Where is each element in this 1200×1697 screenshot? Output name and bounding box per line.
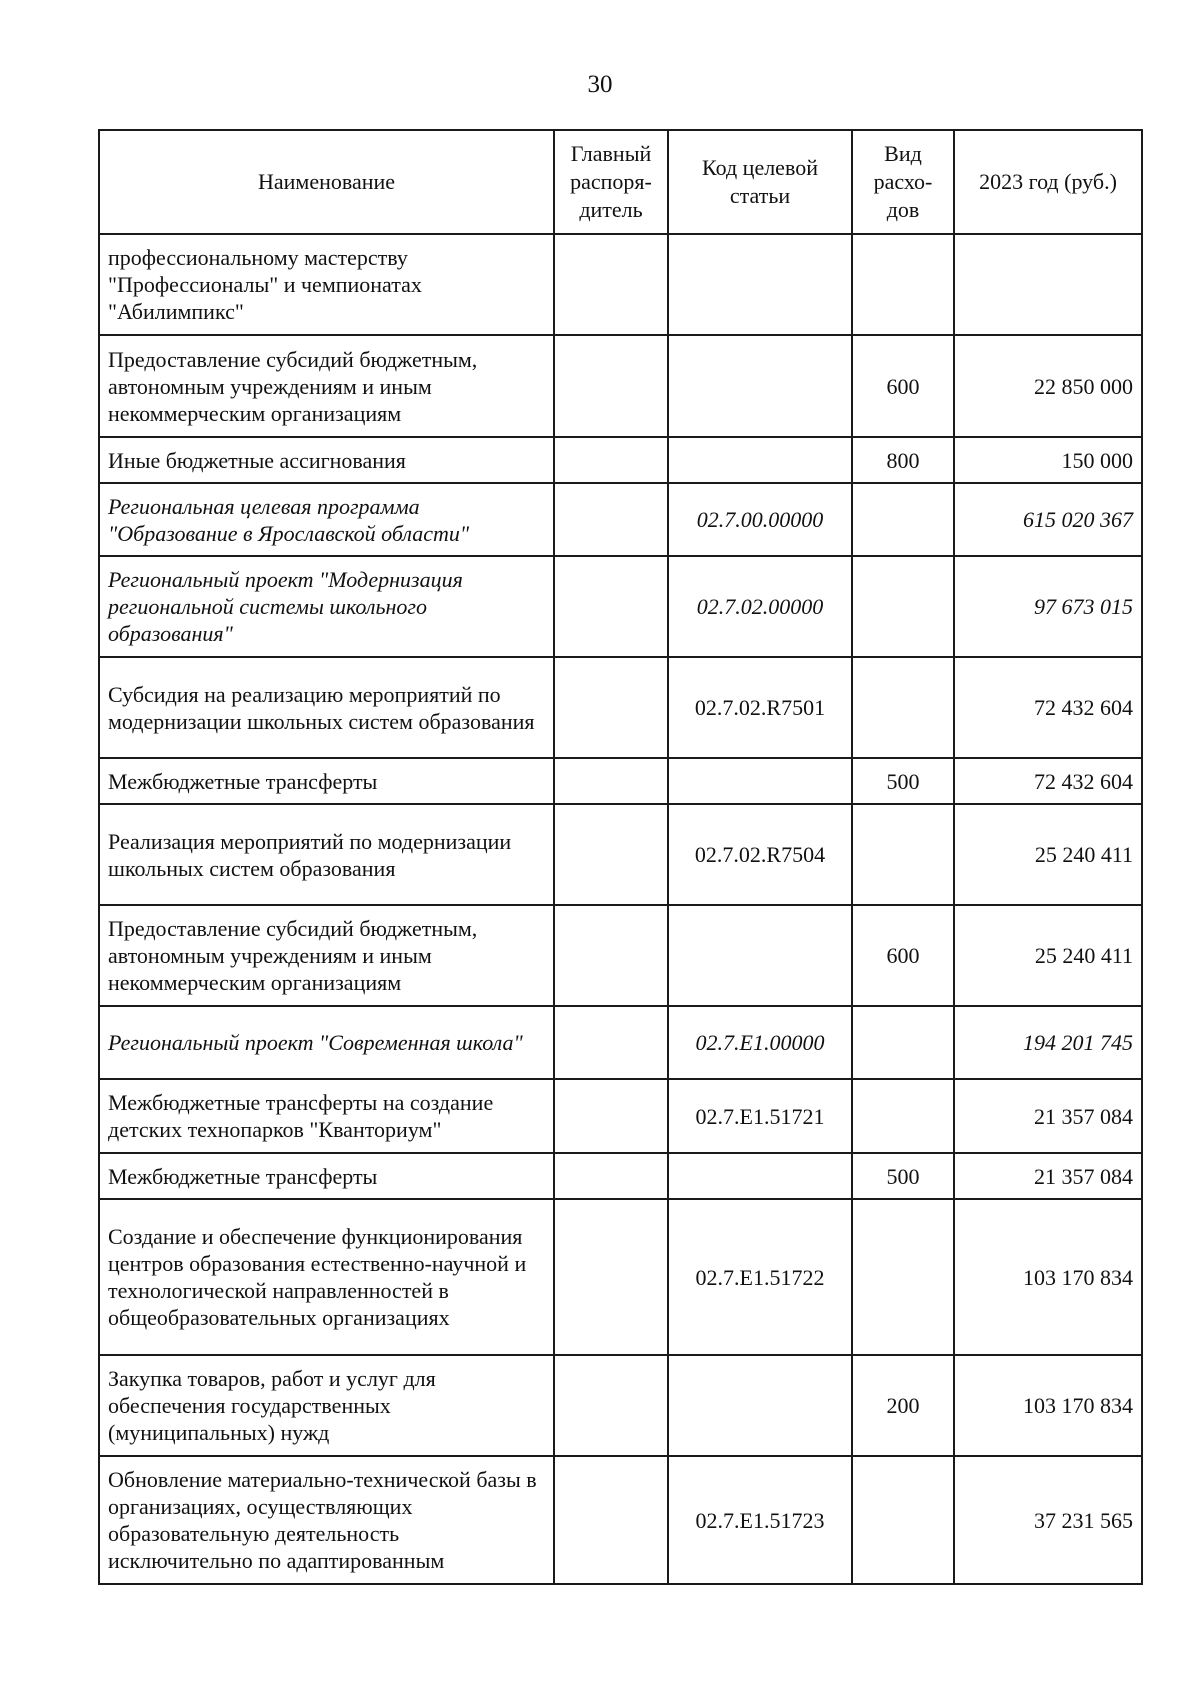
row-name: Межбюджетные трансферты на создание детских технопарков "Кванториум" xyxy=(99,1079,554,1153)
row-manager xyxy=(554,1456,668,1584)
row-manager xyxy=(554,234,668,335)
row-amount: 37 231 565 xyxy=(954,1456,1142,1584)
row-manager xyxy=(554,1355,668,1456)
table-row xyxy=(99,758,1142,804)
row-manager xyxy=(554,1199,668,1355)
row-name: Предоставление субсидий бюджетным, автономным учреждениям и иным некоммерческим организациям xyxy=(99,905,554,1006)
row-kind xyxy=(852,1199,954,1355)
row-name: Межбюджетные трансферты xyxy=(99,1153,554,1199)
table-row xyxy=(99,335,1142,437)
row-kind: 500 xyxy=(852,758,954,804)
header-kind: Вид расхо-дов xyxy=(852,130,954,234)
row-kind xyxy=(852,804,954,905)
header-code: Код целевой статьи xyxy=(668,130,852,234)
table-row xyxy=(99,905,1142,1006)
table-row xyxy=(99,1006,1142,1079)
row-kind xyxy=(852,1006,954,1079)
table-row xyxy=(99,1456,1142,1584)
row-manager xyxy=(554,905,668,1006)
row-manager xyxy=(554,483,668,556)
row-kind: 500 xyxy=(852,1153,954,1199)
page-number: 30 xyxy=(587,71,613,98)
row-code: 02.7.Е1.51721 xyxy=(668,1079,852,1153)
row-name: Субсидия на реализацию мероприятий по модернизации школьных систем образования xyxy=(99,657,554,758)
row-amount: 25 240 411 xyxy=(954,804,1142,905)
row-name: Межбюджетные трансферты xyxy=(99,758,554,804)
row-kind: 800 xyxy=(852,437,954,483)
row-amount: 615 020 367 xyxy=(954,483,1142,556)
table-row xyxy=(99,234,1142,335)
row-code: 02.7.Е1.00000 xyxy=(668,1006,852,1079)
row-amount: 25 240 411 xyxy=(954,905,1142,1006)
row-manager xyxy=(554,1153,668,1199)
row-code: 02.7.02.R7501 xyxy=(668,657,852,758)
row-kind xyxy=(852,483,954,556)
row-kind: 600 xyxy=(852,335,954,437)
row-kind xyxy=(852,657,954,758)
row-manager xyxy=(554,556,668,657)
table-row xyxy=(99,804,1142,905)
row-code: 02.7.00.00000 xyxy=(668,483,852,556)
row-manager xyxy=(554,1006,668,1079)
row-amount: 150 000 xyxy=(954,437,1142,483)
row-kind xyxy=(852,556,954,657)
row-manager xyxy=(554,1079,668,1153)
row-amount: 72 432 604 xyxy=(954,758,1142,804)
row-manager xyxy=(554,437,668,483)
row-kind xyxy=(852,234,954,335)
row-amount: 22 850 000 xyxy=(954,335,1142,437)
row-kind xyxy=(852,1079,954,1153)
row-manager xyxy=(554,335,668,437)
row-name: Предоставление субсидий бюджетным, автономным учреждениям и иным некоммерческим организациям xyxy=(99,335,554,437)
row-code xyxy=(668,758,852,804)
row-code: 02.7.Е1.51723 xyxy=(668,1456,852,1584)
header-amount: 2023 год (руб.) xyxy=(954,130,1142,234)
header-manager: Главный распоря-дитель xyxy=(554,130,668,234)
row-amount: 103 170 834 xyxy=(954,1199,1142,1355)
row-amount: 103 170 834 xyxy=(954,1355,1142,1456)
row-kind xyxy=(852,1456,954,1584)
row-code xyxy=(668,1153,852,1199)
row-name: профессиональному мастерству "Профессионалы" и чемпионатах "Абилимпикс" xyxy=(99,234,554,335)
header-name: Наименование xyxy=(99,130,554,234)
table-row xyxy=(99,1153,1142,1199)
row-code xyxy=(668,234,852,335)
row-manager xyxy=(554,758,668,804)
row-name: Создание и обеспечение функционирования центров образования естественно-научной и технологической направленностей в общеобразовательных организациях xyxy=(99,1199,554,1355)
table-row xyxy=(99,556,1142,657)
row-name: Иные бюджетные ассигнования xyxy=(99,437,554,483)
row-code xyxy=(668,335,852,437)
row-code xyxy=(668,437,852,483)
row-amount: 21 357 084 xyxy=(954,1153,1142,1199)
row-amount: 21 357 084 xyxy=(954,1079,1142,1153)
row-manager xyxy=(554,804,668,905)
row-amount: 72 432 604 xyxy=(954,657,1142,758)
row-amount xyxy=(954,234,1142,335)
row-code xyxy=(668,905,852,1006)
row-amount: 97 673 015 xyxy=(954,556,1142,657)
row-name: Реализация мероприятий по модернизации школьных систем образования xyxy=(99,804,554,905)
table-row xyxy=(99,483,1142,556)
budget-table xyxy=(98,129,1143,1585)
row-name: Региональный проект "Модернизация региональной системы школьного образования" xyxy=(99,556,554,657)
row-code: 02.7.Е1.51722 xyxy=(668,1199,852,1355)
row-name: Закупка товаров, работ и услуг для обеспечения государственных (муниципальных) нужд xyxy=(99,1355,554,1456)
table-row xyxy=(99,657,1142,758)
row-amount: 194 201 745 xyxy=(954,1006,1142,1079)
row-code: 02.7.02.R7504 xyxy=(668,804,852,905)
row-code: 02.7.02.00000 xyxy=(668,556,852,657)
row-manager xyxy=(554,657,668,758)
row-name: Региональный проект "Современная школа" xyxy=(99,1006,554,1079)
row-kind: 600 xyxy=(852,905,954,1006)
table-header-row xyxy=(99,130,1142,234)
table-row xyxy=(99,437,1142,483)
table-row xyxy=(99,1199,1142,1355)
table-row xyxy=(99,1355,1142,1456)
row-name: Обновление материально-технической базы в организациях, осуществляющих образовательную деятельность исключительно по адаптированным xyxy=(99,1456,554,1584)
table-row xyxy=(99,1079,1142,1153)
row-code xyxy=(668,1355,852,1456)
row-kind: 200 xyxy=(852,1355,954,1456)
row-name: Региональная целевая программа "Образование в Ярославской области" xyxy=(99,483,554,556)
